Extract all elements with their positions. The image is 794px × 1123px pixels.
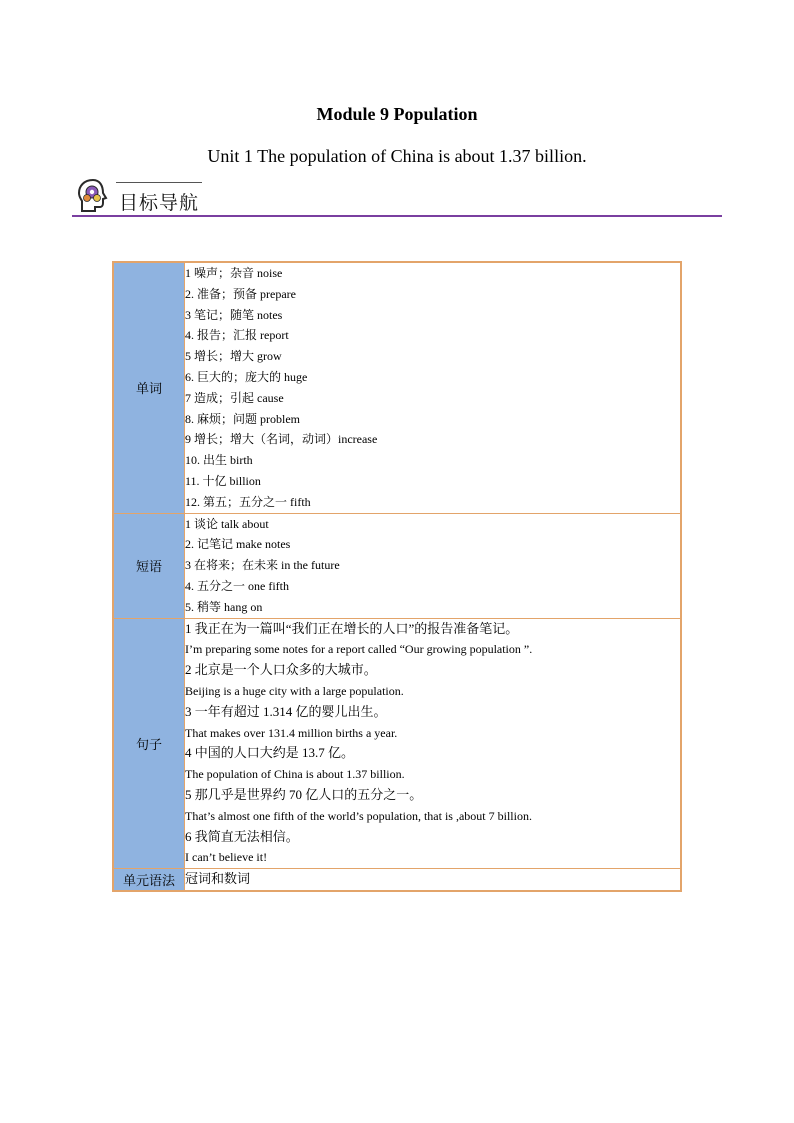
list-item: That makes over 131.4 million births a year. xyxy=(185,725,398,740)
nav-top-rule xyxy=(116,182,202,183)
list-item: 3 笔记；随笔 notes xyxy=(185,307,283,322)
list-item: 冠词和数词 xyxy=(185,871,251,887)
list-item: 12. 第五；五分之一 fifth xyxy=(185,494,311,509)
row-label-phrases: 短语 xyxy=(113,513,185,618)
list-item: 1 谈论 talk about xyxy=(185,516,269,531)
nav-header xyxy=(72,178,722,218)
list-item: 2 北京是一个人口众多的大城市。 xyxy=(185,662,377,678)
summary-table xyxy=(112,261,682,892)
list-item: Beijing is a huge city with a large population. xyxy=(185,683,404,698)
list-item: That’s almost one fifth of the world’s population, that is ,about 7 billion. xyxy=(185,808,532,823)
table-row-vocab xyxy=(113,262,681,513)
list-item: 5 增长；增大 grow xyxy=(185,349,282,364)
list-item: 5. 稍等 hang on xyxy=(185,599,263,614)
nav-underline xyxy=(72,215,722,217)
list-item: 5 那几乎是世界约 70 亿人口的五分之一。 xyxy=(185,786,423,802)
list-item: 4 中国的人口大约是 13.7 亿。 xyxy=(185,745,355,761)
unit-subtitle: Unit 1 The population of China is about 1.37 billion. xyxy=(207,146,587,166)
list-item: I’m preparing some notes for a report called “Our growing population ”. xyxy=(185,642,533,657)
list-item: 3 一年有超过 1.314 亿的婴儿出生。 xyxy=(185,703,387,719)
vocab-list xyxy=(185,262,682,513)
list-item: 1 噪声；杂音 noise xyxy=(185,266,283,280)
sentences-list xyxy=(185,618,682,869)
table-row-sentences xyxy=(113,618,681,869)
list-item: 6 我简直无法相信。 xyxy=(185,828,299,844)
grammar-list xyxy=(185,869,682,891)
row-label-sentences: 句子 xyxy=(113,618,185,869)
list-item: The population of China is about 1.37 billion. xyxy=(185,767,405,782)
list-item: 4. 五分之一 one fifth xyxy=(185,578,289,593)
list-item: 7 造成；引起 cause xyxy=(185,390,284,405)
nav-label: 目标导航 xyxy=(119,192,200,214)
list-item: 1 我正在为一篇叫“我们正在增长的人口”的报告准备笔记。 xyxy=(185,620,519,636)
list-item: 8. 麻烦；问题 problem xyxy=(185,411,300,426)
list-item: 10. 出生 birth xyxy=(185,453,253,468)
head-gears-icon xyxy=(76,178,110,214)
row-label-vocab: 单词 xyxy=(113,262,185,513)
list-item: 3 在将来；在未来 in the future xyxy=(185,558,340,573)
list-item: 2. 准备；预备 prepare xyxy=(185,286,296,301)
table-row-phrases xyxy=(113,513,681,618)
module-title: Module 9 Population xyxy=(316,104,478,124)
list-item: 6. 巨大的；庞大的 huge xyxy=(185,369,308,384)
row-label-grammar: 单元语法 xyxy=(113,869,185,891)
phrases-list xyxy=(185,513,682,618)
list-item: 11. 十亿 billion xyxy=(185,473,261,488)
list-item: I can’t believe it! xyxy=(185,850,268,865)
list-item: 9 增长；增大（名词，动词）increase xyxy=(185,432,378,447)
list-item: 4. 报告；汇报 report xyxy=(185,328,289,343)
list-item: 2. 记笔记 make notes xyxy=(185,537,291,552)
table-row-grammar xyxy=(113,869,681,891)
